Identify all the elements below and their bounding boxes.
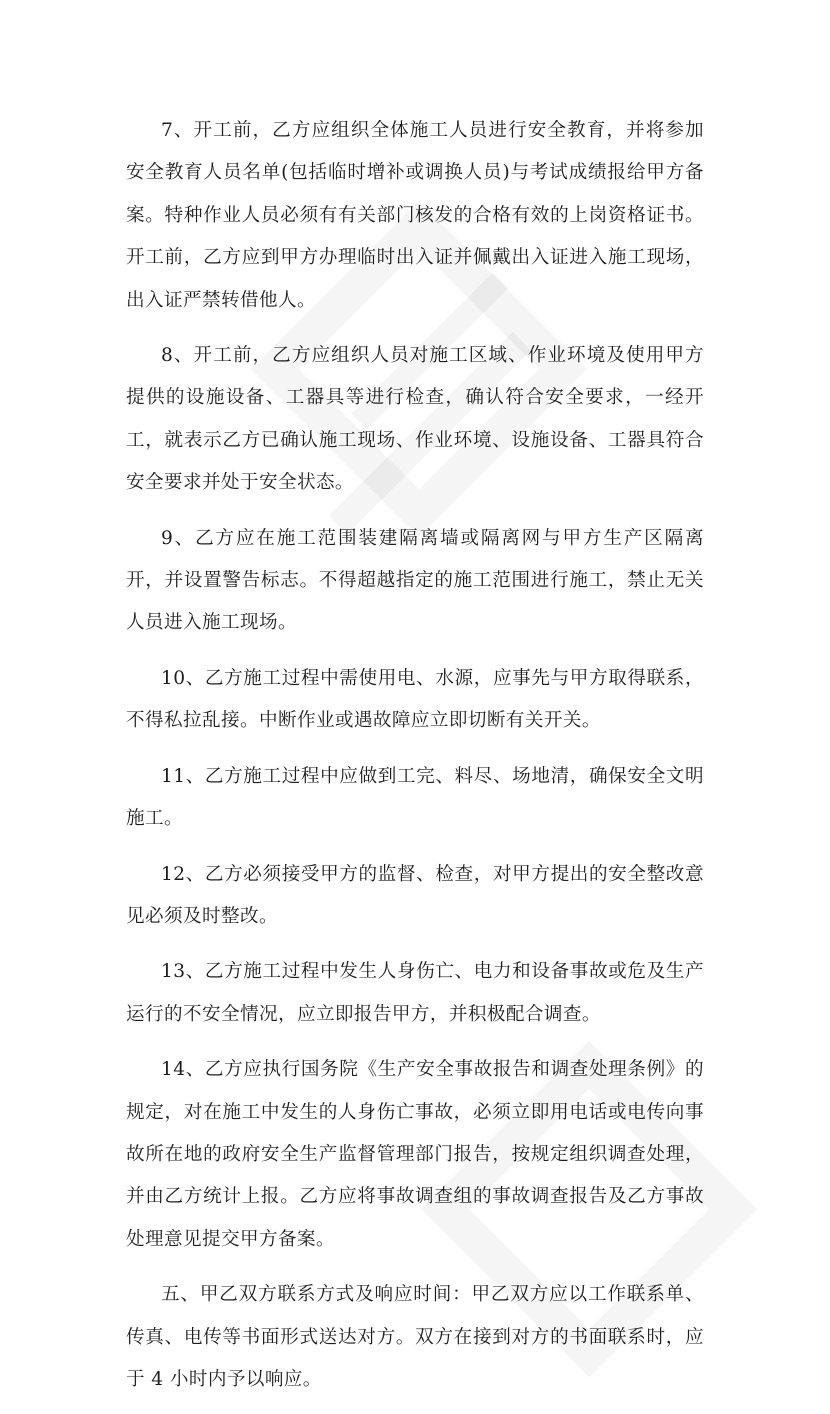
paragraph-item-10: 10、乙方施工过程中需使用电、水源，应事先与甲方取得联系，不得私拉乱接。中断作业或遇故障应立即切断有关开关。: [126, 667, 704, 732]
paragraph-item-12: 12、乙方必须接受甲方的监督、检查，对甲方提出的安全整改意见必须及时整改。: [126, 863, 704, 927]
paragraph-item-7: 7、开工前，乙方应组织全体施工人员进行安全教育，并将参加安全教育人员名单(包括临时增补或调换人员)与考试成绩报给甲方备案。特种作业人员必须有有关部门核发的合格有效的上岗资格证书。开工前，乙方应到甲方办理临时出入证并佩戴出入证进入施工现场，出入证严禁转借他人。: [126, 120, 704, 311]
paragraph-item-14: 14、乙方应执行国务院《生产安全事故报告和调查处理条例》的规定，对在施工中发生的人身伤亡事故，必须立即用电话或电传向事故所在地的政府安全生产监督管理部门报告，按规定组织调查处理，并由乙方统计上报。乙方应将事故调查组的事故调查报告及乙方事故处理意见提交甲方备案。: [126, 1059, 704, 1250]
paragraph-item-9: 9、乙方应在施工范围装建隔离墙或隔离网与甲方生产区隔离开，并设置警告标志。不得超越指定的施工范围进行施工，禁止无关人员进入施工现场。: [126, 527, 704, 634]
paragraph-section-5: 五、甲乙双方联系方式及响应时间：甲乙双方应以工作联系单、传真、电传等书面形式送达对方。双方在接到对方的书面联系时，应于 4 小时内予以响应。: [126, 1284, 704, 1390]
document-body: [126, 110, 704, 1414]
paragraph-item-11: 11、乙方施工过程中应做到工完、料尽、场地清，确保安全文明施工。: [126, 765, 704, 830]
paragraph-item-13: 13、乙方施工过程中发生人身伤亡、电力和设备事故或危及生产运行的不安全情况，应立即报告甲方，并积极配合调查。: [126, 961, 704, 1025]
paragraph-item-8: 8、开工前，乙方应组织人员对施工区域、作业环境及使用甲方提供的设施设备、工器具等进行检查，确认符合安全要求，一经开工，就表示乙方已确认施工现场、作业环境、设施设备、工器具符合安全要求并处于安全状态。: [126, 345, 704, 494]
